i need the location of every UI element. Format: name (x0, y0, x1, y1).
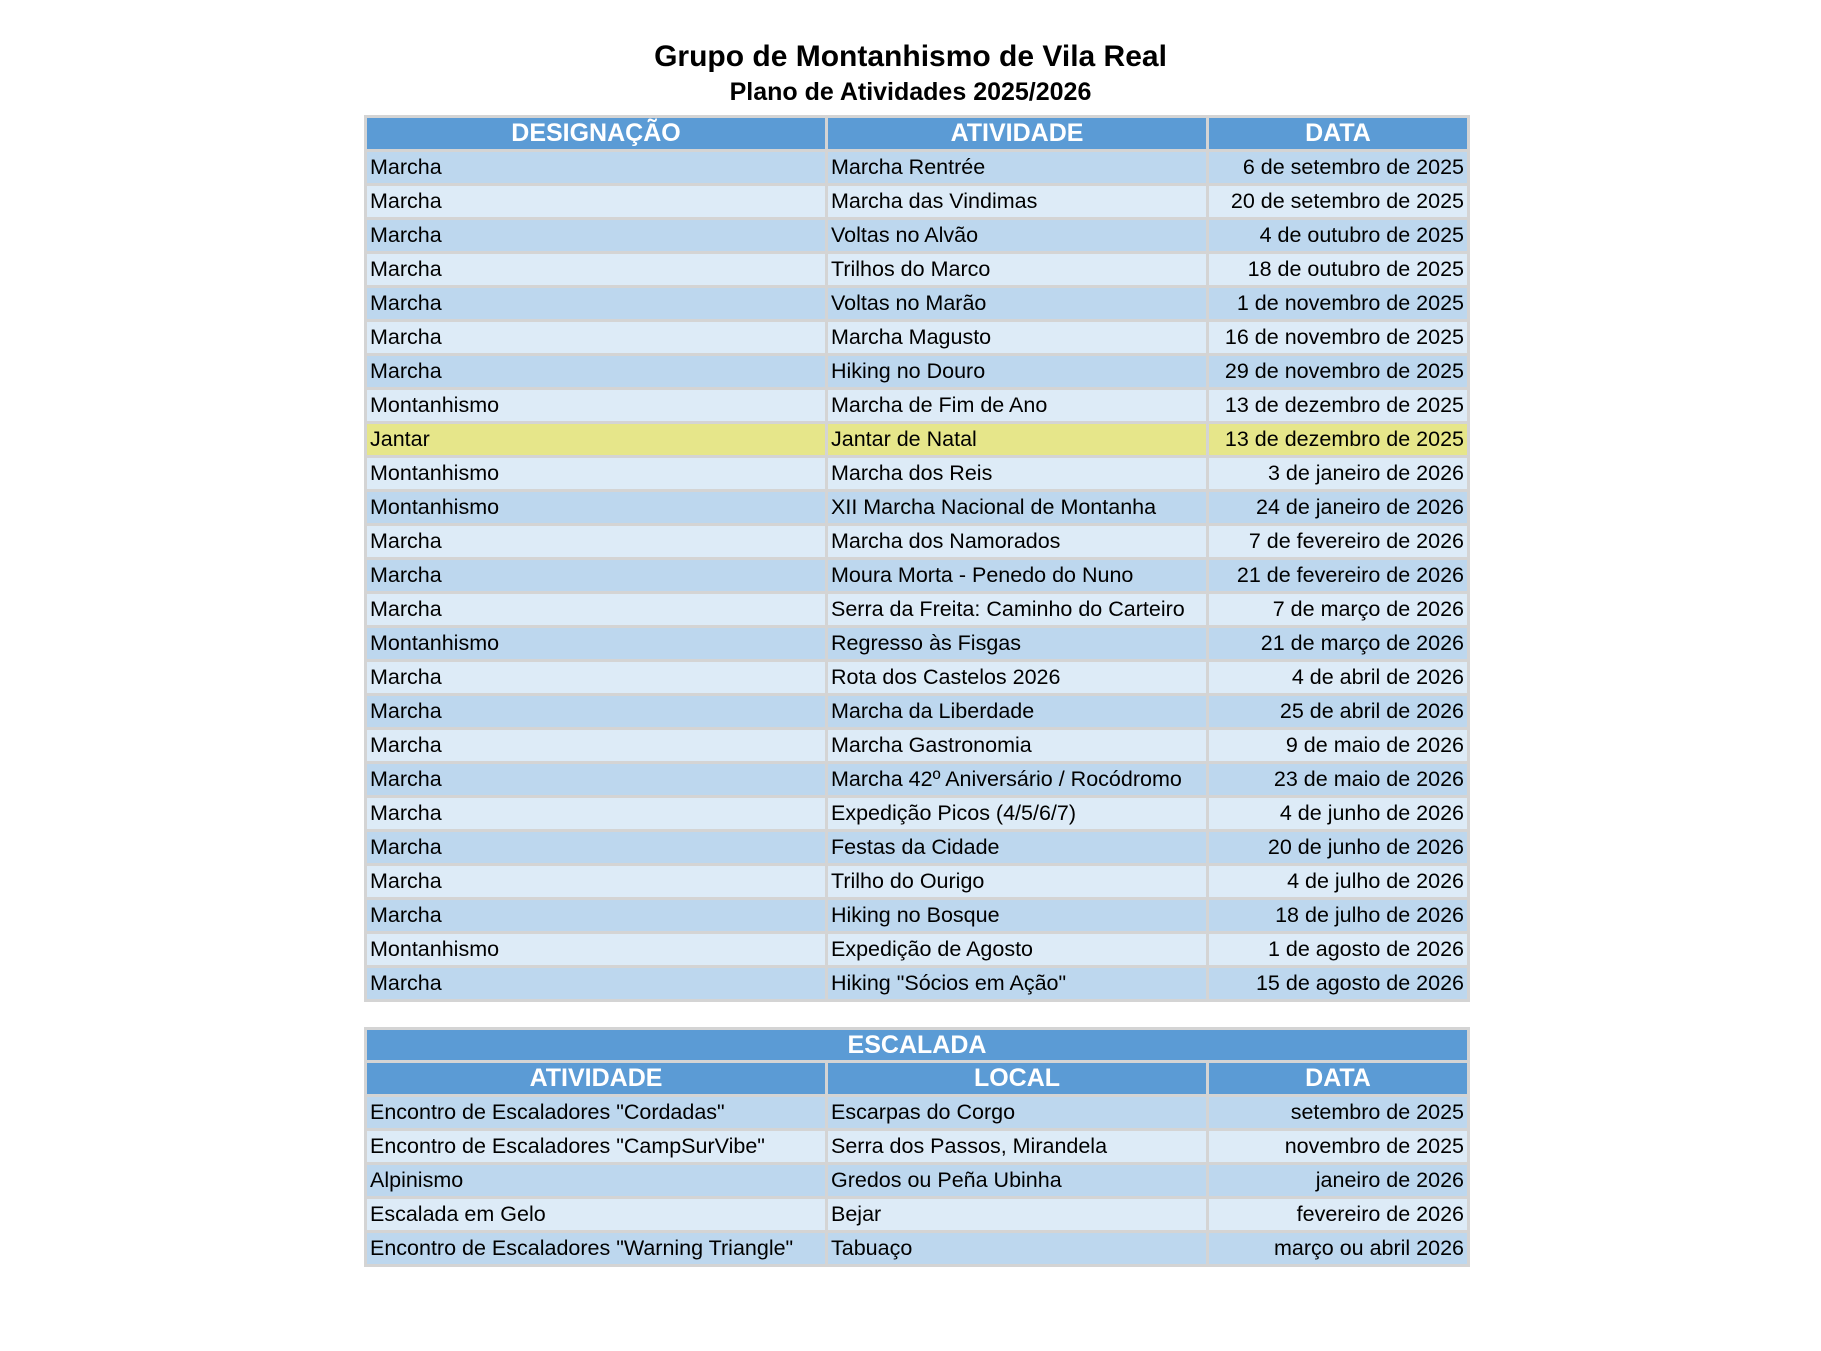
table-row (367, 424, 1467, 455)
table-row (367, 764, 1467, 795)
climbing-section-title: ESCALADA (367, 1030, 1467, 1060)
date-cell: 13 de dezembro de 2025 (1209, 424, 1467, 455)
table-row (367, 934, 1467, 965)
climbing-section-row (367, 1030, 1467, 1060)
activity-cell: Hiking no Douro (828, 356, 1206, 387)
date-cell: 9 de maio de 2026 (1209, 730, 1467, 761)
activity-cell: Marcha dos Namorados (828, 526, 1206, 557)
designation-cell: Marcha (367, 832, 825, 863)
activity-cell: Regresso às Fisgas (828, 628, 1206, 659)
date-cell: março ou abril 2026 (1209, 1233, 1467, 1264)
activity-cell: Marcha Gastronomia (828, 730, 1206, 761)
activity-cell: Serra da Freita: Caminho do Carteiro (828, 594, 1206, 625)
activities-table (364, 115, 1470, 1002)
table-row (367, 220, 1467, 251)
designation-cell: Montanhismo (367, 934, 825, 965)
table-row (367, 866, 1467, 897)
table-row (367, 492, 1467, 523)
date-cell: 7 de março de 2026 (1209, 594, 1467, 625)
designation-cell: Marcha (367, 594, 825, 625)
date-cell: 21 de fevereiro de 2026 (1209, 560, 1467, 591)
designation-cell: Montanhismo (367, 458, 825, 489)
table-row (367, 560, 1467, 591)
date-cell: fevereiro de 2026 (1209, 1199, 1467, 1230)
table-row (367, 1131, 1467, 1162)
table-row (367, 526, 1467, 557)
activity-cell: Rota dos Castelos 2026 (828, 662, 1206, 693)
designation-cell: Marcha (367, 798, 825, 829)
date-cell: setembro de 2025 (1209, 1097, 1467, 1128)
table-row (367, 662, 1467, 693)
page-header (0, 38, 1821, 108)
climbing-header-row (367, 1063, 1467, 1094)
date-cell: novembro de 2025 (1209, 1131, 1467, 1162)
table-row (367, 390, 1467, 421)
table-row (367, 798, 1467, 829)
activity-cell: Festas da Cidade (828, 832, 1206, 863)
date-cell: 16 de novembro de 2025 (1209, 322, 1467, 353)
activity-cell: Trilho do Ourigo (828, 866, 1206, 897)
designation-cell: Marcha (367, 220, 825, 251)
activity-cell: Hiking no Bosque (828, 900, 1206, 931)
table-row (367, 594, 1467, 625)
table-row (367, 1165, 1467, 1196)
date-cell: 18 de julho de 2026 (1209, 900, 1467, 931)
designation-cell: Montanhismo (367, 628, 825, 659)
table-row (367, 356, 1467, 387)
activity-cell: Hiking "Sócios em Ação" (828, 968, 1206, 999)
designation-cell: Marcha (367, 254, 825, 285)
date-cell: 18 de outubro de 2025 (1209, 254, 1467, 285)
designation-cell: Marcha (367, 526, 825, 557)
date-cell: 29 de novembro de 2025 (1209, 356, 1467, 387)
date-cell: 1 de novembro de 2025 (1209, 288, 1467, 319)
designation-cell: Encontro de Escaladores "Cordadas" (367, 1097, 825, 1128)
column-header-atividade: ATIVIDADE (367, 1063, 825, 1094)
table-row (367, 628, 1467, 659)
designation-cell: Marcha (367, 356, 825, 387)
designation-cell: Marcha (367, 560, 825, 591)
table-row (367, 254, 1467, 285)
activity-cell: Bejar (828, 1199, 1206, 1230)
activity-cell: Marcha dos Reis (828, 458, 1206, 489)
designation-cell: Marcha (367, 152, 825, 183)
column-header-atividade: ATIVIDADE (828, 118, 1206, 149)
date-cell: 20 de setembro de 2025 (1209, 186, 1467, 217)
date-cell: 4 de junho de 2026 (1209, 798, 1467, 829)
column-header-local: LOCAL (828, 1063, 1206, 1094)
date-cell: 4 de julho de 2026 (1209, 866, 1467, 897)
table-row (367, 1097, 1467, 1128)
table-row (367, 968, 1467, 999)
table-row (367, 1199, 1467, 1230)
date-cell: 24 de janeiro de 2026 (1209, 492, 1467, 523)
activity-cell: Tabuaço (828, 1233, 1206, 1264)
page-title: Grupo de Montanhismo de Vila Real (654, 40, 1167, 73)
date-cell: janeiro de 2026 (1209, 1165, 1467, 1196)
date-cell: 3 de janeiro de 2026 (1209, 458, 1467, 489)
table-row (367, 696, 1467, 727)
date-cell: 1 de agosto de 2026 (1209, 934, 1467, 965)
designation-cell: Montanhismo (367, 492, 825, 523)
designation-cell: Jantar (367, 424, 825, 455)
table-row (367, 730, 1467, 761)
activity-cell: Marcha da Liberdade (828, 696, 1206, 727)
activity-cell: Jantar de Natal (828, 424, 1206, 455)
activity-cell: Voltas no Marão (828, 288, 1206, 319)
table-row (367, 322, 1467, 353)
activities-body (367, 152, 1467, 999)
designation-cell: Marcha (367, 968, 825, 999)
activity-cell: Marcha 42º Aniversário / Rocódromo (828, 764, 1206, 795)
designation-cell: Marcha (367, 764, 825, 795)
table-row (367, 288, 1467, 319)
column-header-designacao: DESIGNAÇÃO (367, 118, 825, 149)
table-row (367, 152, 1467, 183)
date-cell: 7 de fevereiro de 2026 (1209, 526, 1467, 557)
designation-cell: Marcha (367, 322, 825, 353)
activity-cell: Escarpas do Corgo (828, 1097, 1206, 1128)
designation-cell: Escalada em Gelo (367, 1199, 825, 1230)
date-cell: 21 de março de 2026 (1209, 628, 1467, 659)
designation-cell: Marcha (367, 662, 825, 693)
activity-cell: Marcha Rentrée (828, 152, 1206, 183)
climbing-table (364, 1027, 1470, 1267)
designation-cell: Marcha (367, 866, 825, 897)
designation-cell: Marcha (367, 288, 825, 319)
designation-cell: Alpinismo (367, 1165, 825, 1196)
activity-cell: Marcha Magusto (828, 322, 1206, 353)
activity-cell: Trilhos do Marco (828, 254, 1206, 285)
activity-cell: Voltas no Alvão (828, 220, 1206, 251)
date-cell: 23 de maio de 2026 (1209, 764, 1467, 795)
date-cell: 4 de outubro de 2025 (1209, 220, 1467, 251)
designation-cell: Marcha (367, 730, 825, 761)
column-header-data: DATA (1209, 118, 1467, 149)
activity-cell: Marcha das Vindimas (828, 186, 1206, 217)
activities-header-row (367, 118, 1467, 149)
table-row (367, 458, 1467, 489)
designation-cell: Encontro de Escaladores "CampSurVibe" (367, 1131, 825, 1162)
column-header-data: DATA (1209, 1063, 1467, 1094)
activity-cell: Marcha de Fim de Ano (828, 390, 1206, 421)
date-cell: 13 de dezembro de 2025 (1209, 390, 1467, 421)
date-cell: 20 de junho de 2026 (1209, 832, 1467, 863)
activity-cell: Gredos ou Peña Ubinha (828, 1165, 1206, 1196)
designation-cell: Montanhismo (367, 390, 825, 421)
designation-cell: Marcha (367, 900, 825, 931)
date-cell: 6 de setembro de 2025 (1209, 152, 1467, 183)
date-cell: 4 de abril de 2026 (1209, 662, 1467, 693)
page-subtitle: Plano de Atividades 2025/2026 (729, 78, 1092, 106)
date-cell: 15 de agosto de 2026 (1209, 968, 1467, 999)
date-cell: 25 de abril de 2026 (1209, 696, 1467, 727)
table-row (367, 1233, 1467, 1264)
designation-cell: Marcha (367, 186, 825, 217)
designation-cell: Encontro de Escaladores "Warning Triangle" (367, 1233, 825, 1264)
table-row (367, 832, 1467, 863)
activity-cell: Serra dos Passos, Mirandela (828, 1131, 1206, 1162)
table-row (367, 186, 1467, 217)
table-row (367, 900, 1467, 931)
activity-cell: XII Marcha Nacional de Montanha (828, 492, 1206, 523)
activity-cell: Expedição Picos (4/5/6/7) (828, 798, 1206, 829)
activity-cell: Moura Morta - Penedo do Nuno (828, 560, 1206, 591)
climbing-body (367, 1097, 1467, 1264)
activity-cell: Expedição de Agosto (828, 934, 1206, 965)
designation-cell: Marcha (367, 696, 825, 727)
